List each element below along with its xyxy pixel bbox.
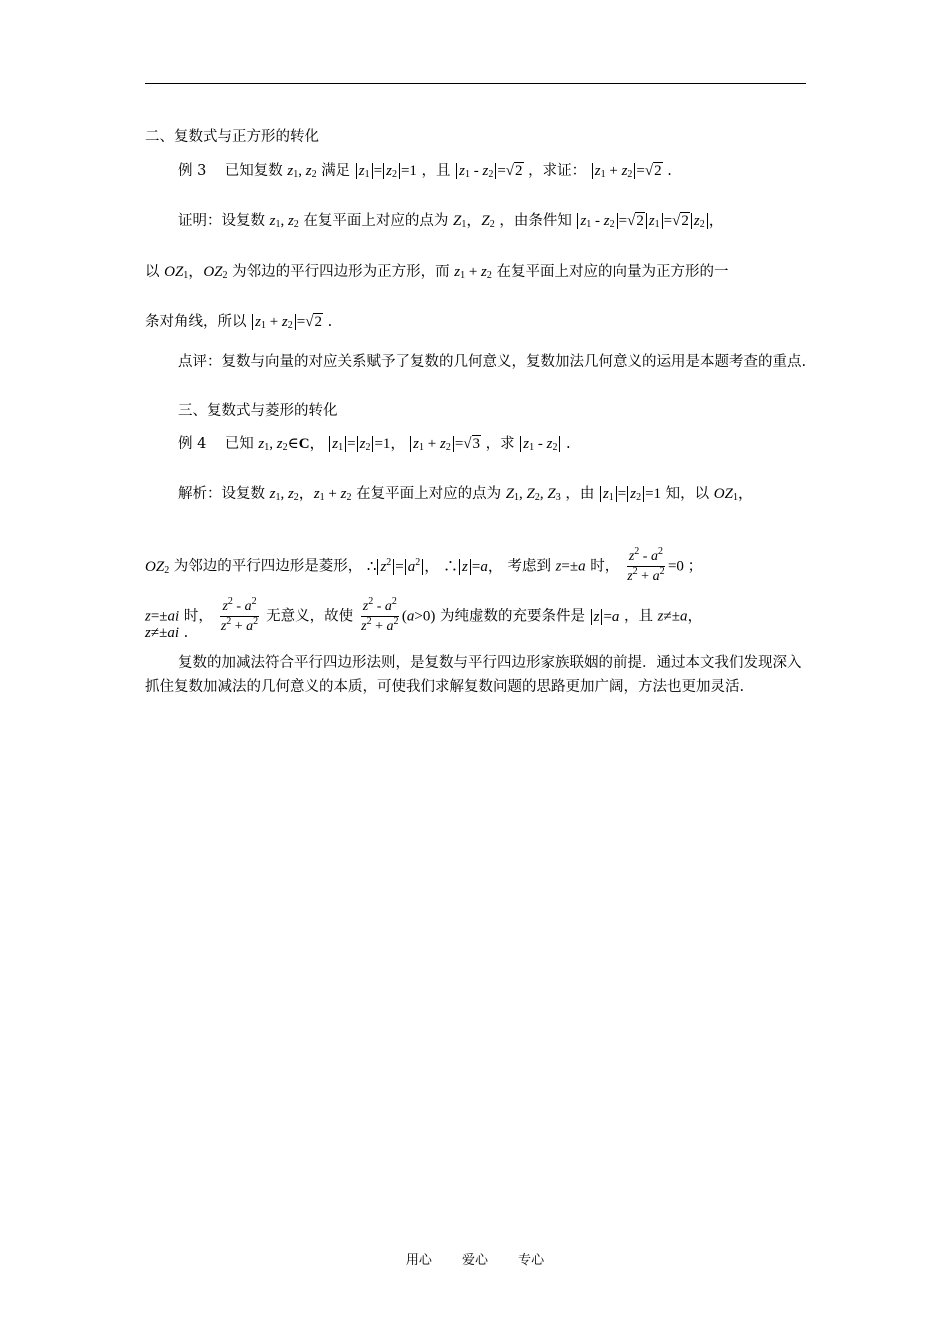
math-z1-z2: $z_1$, $z_2$ bbox=[287, 163, 317, 180]
conclusion-paragraph: 复数的加减法符合平行四边形法则，是复数与平行四边形家族联姻的前提．通过本文我们发现深入抓住复数加减法的几何意义的本质，可使我们求解复数问题的思路更加广阔，方法也更加灵活. bbox=[145, 655, 802, 695]
math-difference-condition: $z_1 - z_2 =√2$ bbox=[455, 163, 523, 179]
proof-line-3: 条对角线，所以 $z_1 + z_2 =√2$ . bbox=[145, 314, 333, 331]
math-modulus-condition: $z_1 = z_2 =1$ bbox=[355, 163, 417, 179]
math-sum-goal: $z_1 + z_2 =√2$ bbox=[591, 163, 663, 179]
solution-line-4: z≠±ai . bbox=[145, 625, 189, 641]
section-title-rhombus: 三、复数式与菱形的转化 bbox=[178, 403, 338, 419]
page-footer: 用心 爱心 专心 bbox=[405, 1253, 545, 1268]
header-rule bbox=[145, 83, 806, 84]
comment-paragraph: 点评：复数与向量的对应关系赋予了复数的几何意义，复数加法几何意义的运用是本题考查的重点. bbox=[178, 354, 807, 370]
solution-line-1: 解析：设复数 $z_1$, $z_2$，$z_1 + z_2$ 在复平面上对应的点为 $Z_1$, $Z_2$, $Z_3$ ，由 $z_1 = z_2 =1$ 知，以 $OZ_1$， bbox=[178, 486, 753, 503]
proof-line-1: 证明：设复数 $z_1$, $z_2$ 在复平面上对应的点为 $Z_1$，$Z_2$ ，由条件知 $z_1 - z_2 =√2$ $z_1 =√2$ $z_2$ ， bbox=[178, 213, 724, 230]
section-title-square: 二、复数式与正方形的转化 bbox=[145, 129, 319, 145]
proof-line-2: 以 $OZ_1$，$OZ_2$ 为邻边的平行四边形为正方形，而 $z_1 + z_2$ 在复平面上对应的向量为正方形的一 bbox=[145, 264, 729, 281]
solution-line-2: $OZ_2$ 为邻边的平行四边形是菱形， ∴ $z^2 = a^2$ ， ∴ z =a， 考虑到 z=±a 时， $\frac{z^2 - a^2}{z^2 + a^2}$ =0 ； bbox=[145, 546, 703, 584]
example-3: 例 3 已知复数 $z_1$, $z_2$ 满足 $z_1 = z_2 =1$ ，且 $z_1 - z_2 =√2$ ，求证： $z_1 + z_2 =√2$ . bbox=[178, 163, 672, 180]
fraction-expression: $\frac{z^2 - a^2}{z^2 + a^2}$ bbox=[627, 546, 665, 584]
example-4: 例 4 已知 $z_1$, $z_2\in C$， $z_1 = z_2 =1$， $z_1 + z_2 =√3$ ，求 $z_1 - z_2$ . bbox=[178, 436, 571, 453]
solution-line-3: z=±ai 时， $\frac{z^2 - a^2}{z^2 + a^2}$ 无意义，故使 $\frac{z^2 - a^2}{z^2 + a^2}$ (a>0) 为纯虚数的充要条件是 z =a ，且 z≠±a， bbox=[145, 596, 703, 634]
math-proof-relation: $z_1 - z_2 =√2$ $z_1 =√2$ $z_2$ ， bbox=[576, 213, 723, 229]
